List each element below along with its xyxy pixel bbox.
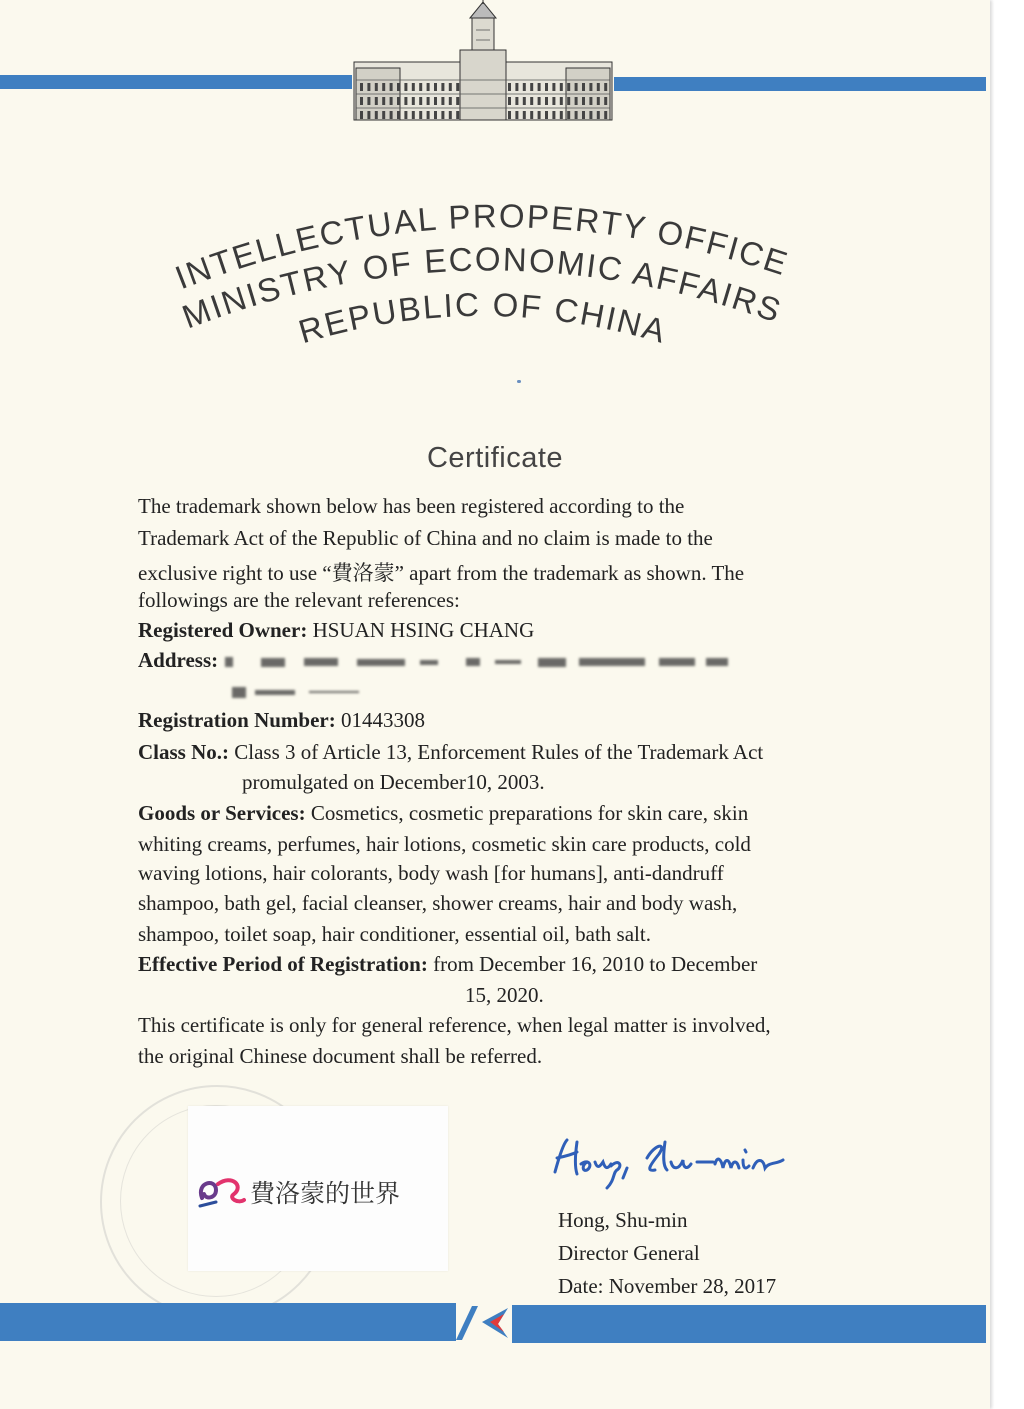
building-window (604, 97, 607, 105)
building-window (367, 83, 370, 91)
period-row (138, 952, 757, 977)
bottom-band-right (512, 1305, 986, 1343)
goods-row (138, 801, 748, 826)
building-window (419, 97, 422, 105)
goods-line: whiting creams, perfumes, hair lotions, cosmetic skin care products, cold (138, 832, 751, 856)
building-window (523, 83, 526, 91)
owner-label: Registered Owner: (138, 618, 308, 642)
building-window (441, 83, 444, 91)
disclaimer-line: This certificate is only for general reference, when legal matter is involved, (138, 1013, 771, 1037)
period-label: Effective Period of Registration: (138, 952, 428, 976)
handwritten-signature (547, 1128, 792, 1196)
intro-line: The trademark shown below has been registered according to the (138, 494, 685, 518)
building-window (530, 97, 533, 105)
building-window (530, 111, 533, 119)
office-line-1: INTELLECTUAL PROPERTY OFFICE (170, 200, 794, 297)
intro-line: followings are the relevant references: (138, 588, 460, 612)
building-window (434, 83, 437, 91)
building-window (604, 111, 607, 119)
building-window (515, 83, 518, 91)
building-window (560, 111, 563, 119)
period-value: from December 16, 2010 to December (433, 952, 758, 976)
building-window (575, 83, 578, 91)
signature-date: Date: November 28, 2017 (558, 1274, 777, 1298)
goods-line: shampoo, toilet soap, hair conditioner, essential oil, bath salt. (138, 922, 651, 946)
building-window (575, 97, 578, 105)
top-band-left (0, 75, 352, 89)
building-window (589, 97, 592, 105)
building-window (390, 97, 393, 105)
building-window (441, 97, 444, 105)
building-window (567, 111, 570, 119)
building-window (419, 83, 422, 91)
building-window (367, 97, 370, 105)
building-window (515, 111, 518, 119)
building-window (582, 97, 585, 105)
building-window (530, 83, 533, 91)
intro-line: exclusive right to use “費洛蒙” apart from the trademark as shown. The (138, 561, 745, 585)
building-window (412, 83, 415, 91)
office-line-3: REPUBLIC OF CHINA (294, 285, 672, 351)
class-value: Class 3 of Article 13, Enforcement Rules of the Trademark Act (234, 740, 764, 764)
building-window (456, 111, 459, 119)
building-window (456, 97, 459, 105)
class-label: Class No.: (138, 740, 230, 764)
building-window (390, 83, 393, 91)
signer-name: Hong, Shu-min (558, 1208, 688, 1232)
building-window (427, 83, 430, 91)
building-window (552, 97, 555, 105)
building-window (449, 111, 452, 119)
class-row (138, 740, 763, 765)
building-window (397, 83, 400, 91)
building-window (412, 111, 415, 119)
address-label: Address: (138, 648, 219, 672)
registration-label: Registration Number: (138, 708, 336, 732)
ink-dot (517, 380, 521, 383)
building-window (449, 97, 452, 105)
building-window (427, 97, 430, 105)
top-band-right (614, 77, 986, 91)
building-window (434, 97, 437, 105)
address-redacted (223, 648, 728, 672)
building-window (545, 83, 548, 91)
building-window (597, 97, 600, 105)
building-window (545, 111, 548, 119)
building-window (538, 111, 541, 119)
disclaimer-line: the original Chinese document shall be referred. (138, 1044, 543, 1068)
building-emblem (352, 0, 614, 124)
building-window (397, 111, 400, 119)
building-window (434, 111, 437, 119)
intro-line: Trademark Act of the Republic of China and no claim is made to the (138, 526, 713, 550)
building-window (427, 111, 430, 119)
address-row (138, 648, 728, 673)
building-window (449, 83, 452, 91)
building-window (552, 83, 555, 91)
building-window (508, 111, 511, 119)
registration-value: 01443308 (340, 708, 425, 732)
period-value-cont: 15, 2020. (465, 983, 544, 1007)
goods-value: Cosmetics, cosmetic preparations for skin care, skin (310, 801, 749, 825)
building-window (552, 111, 555, 119)
building-window (360, 97, 363, 105)
building-window (412, 97, 415, 105)
goods-line: waving lotions, hair colorants, body wash [for humans], anti-dandruff (138, 861, 724, 885)
building-window (382, 83, 385, 91)
building-window (589, 111, 592, 119)
building-window (545, 97, 548, 105)
goods-label: Goods or Services: (138, 801, 306, 825)
bottom-band-left (0, 1303, 456, 1341)
registration-row (138, 708, 425, 733)
building-window (538, 97, 541, 105)
building-window (582, 111, 585, 119)
class-value-cont: promulgated on December10, 2003. (242, 770, 545, 794)
building-window (508, 97, 511, 105)
pheromone-brand-logo-icon (194, 1172, 246, 1212)
office-line-2: MINISTRY OF ECONOMIC AFFAIRS (177, 240, 788, 336)
building-window (360, 111, 363, 119)
building-window (575, 111, 578, 119)
building-window (508, 83, 511, 91)
ipo-logo-icon (452, 1302, 516, 1342)
building-window (597, 111, 600, 119)
building-window (567, 97, 570, 105)
building-window (523, 97, 526, 105)
building-window (441, 111, 444, 119)
building-window (560, 97, 563, 105)
building-window (382, 97, 385, 105)
trademark-text: 費洛蒙的世界 (250, 1179, 401, 1208)
building-window (567, 83, 570, 91)
building-window (367, 111, 370, 119)
trademark-sample (188, 1106, 448, 1271)
building-window (382, 111, 385, 119)
building-window (375, 83, 378, 91)
building-window (404, 83, 407, 91)
goods-line: shampoo, bath gel, facial cleanser, shower creams, hair and body wash, (138, 891, 738, 915)
building-window (397, 97, 400, 105)
building-window (360, 83, 363, 91)
certificate-title: Certificate (426, 442, 564, 474)
building-window (375, 97, 378, 105)
building-window (375, 111, 378, 119)
building-window (456, 83, 459, 91)
owner-row (138, 618, 534, 643)
building-window (589, 83, 592, 91)
owner-value: HSUAN HSING CHANG (312, 618, 535, 642)
building-window (404, 111, 407, 119)
office-heading (150, 200, 810, 360)
building-window (419, 111, 422, 119)
address-redacted-line-2 (232, 678, 359, 703)
building-window (515, 97, 518, 105)
building-window (390, 111, 393, 119)
building-window (597, 83, 600, 91)
building-window (538, 83, 541, 91)
building-window (582, 83, 585, 91)
signer-block (558, 1204, 776, 1303)
building-window (560, 83, 563, 91)
building-window (404, 97, 407, 105)
building-window (523, 111, 526, 119)
building-window (604, 83, 607, 91)
signer-title: Director General (558, 1241, 700, 1265)
